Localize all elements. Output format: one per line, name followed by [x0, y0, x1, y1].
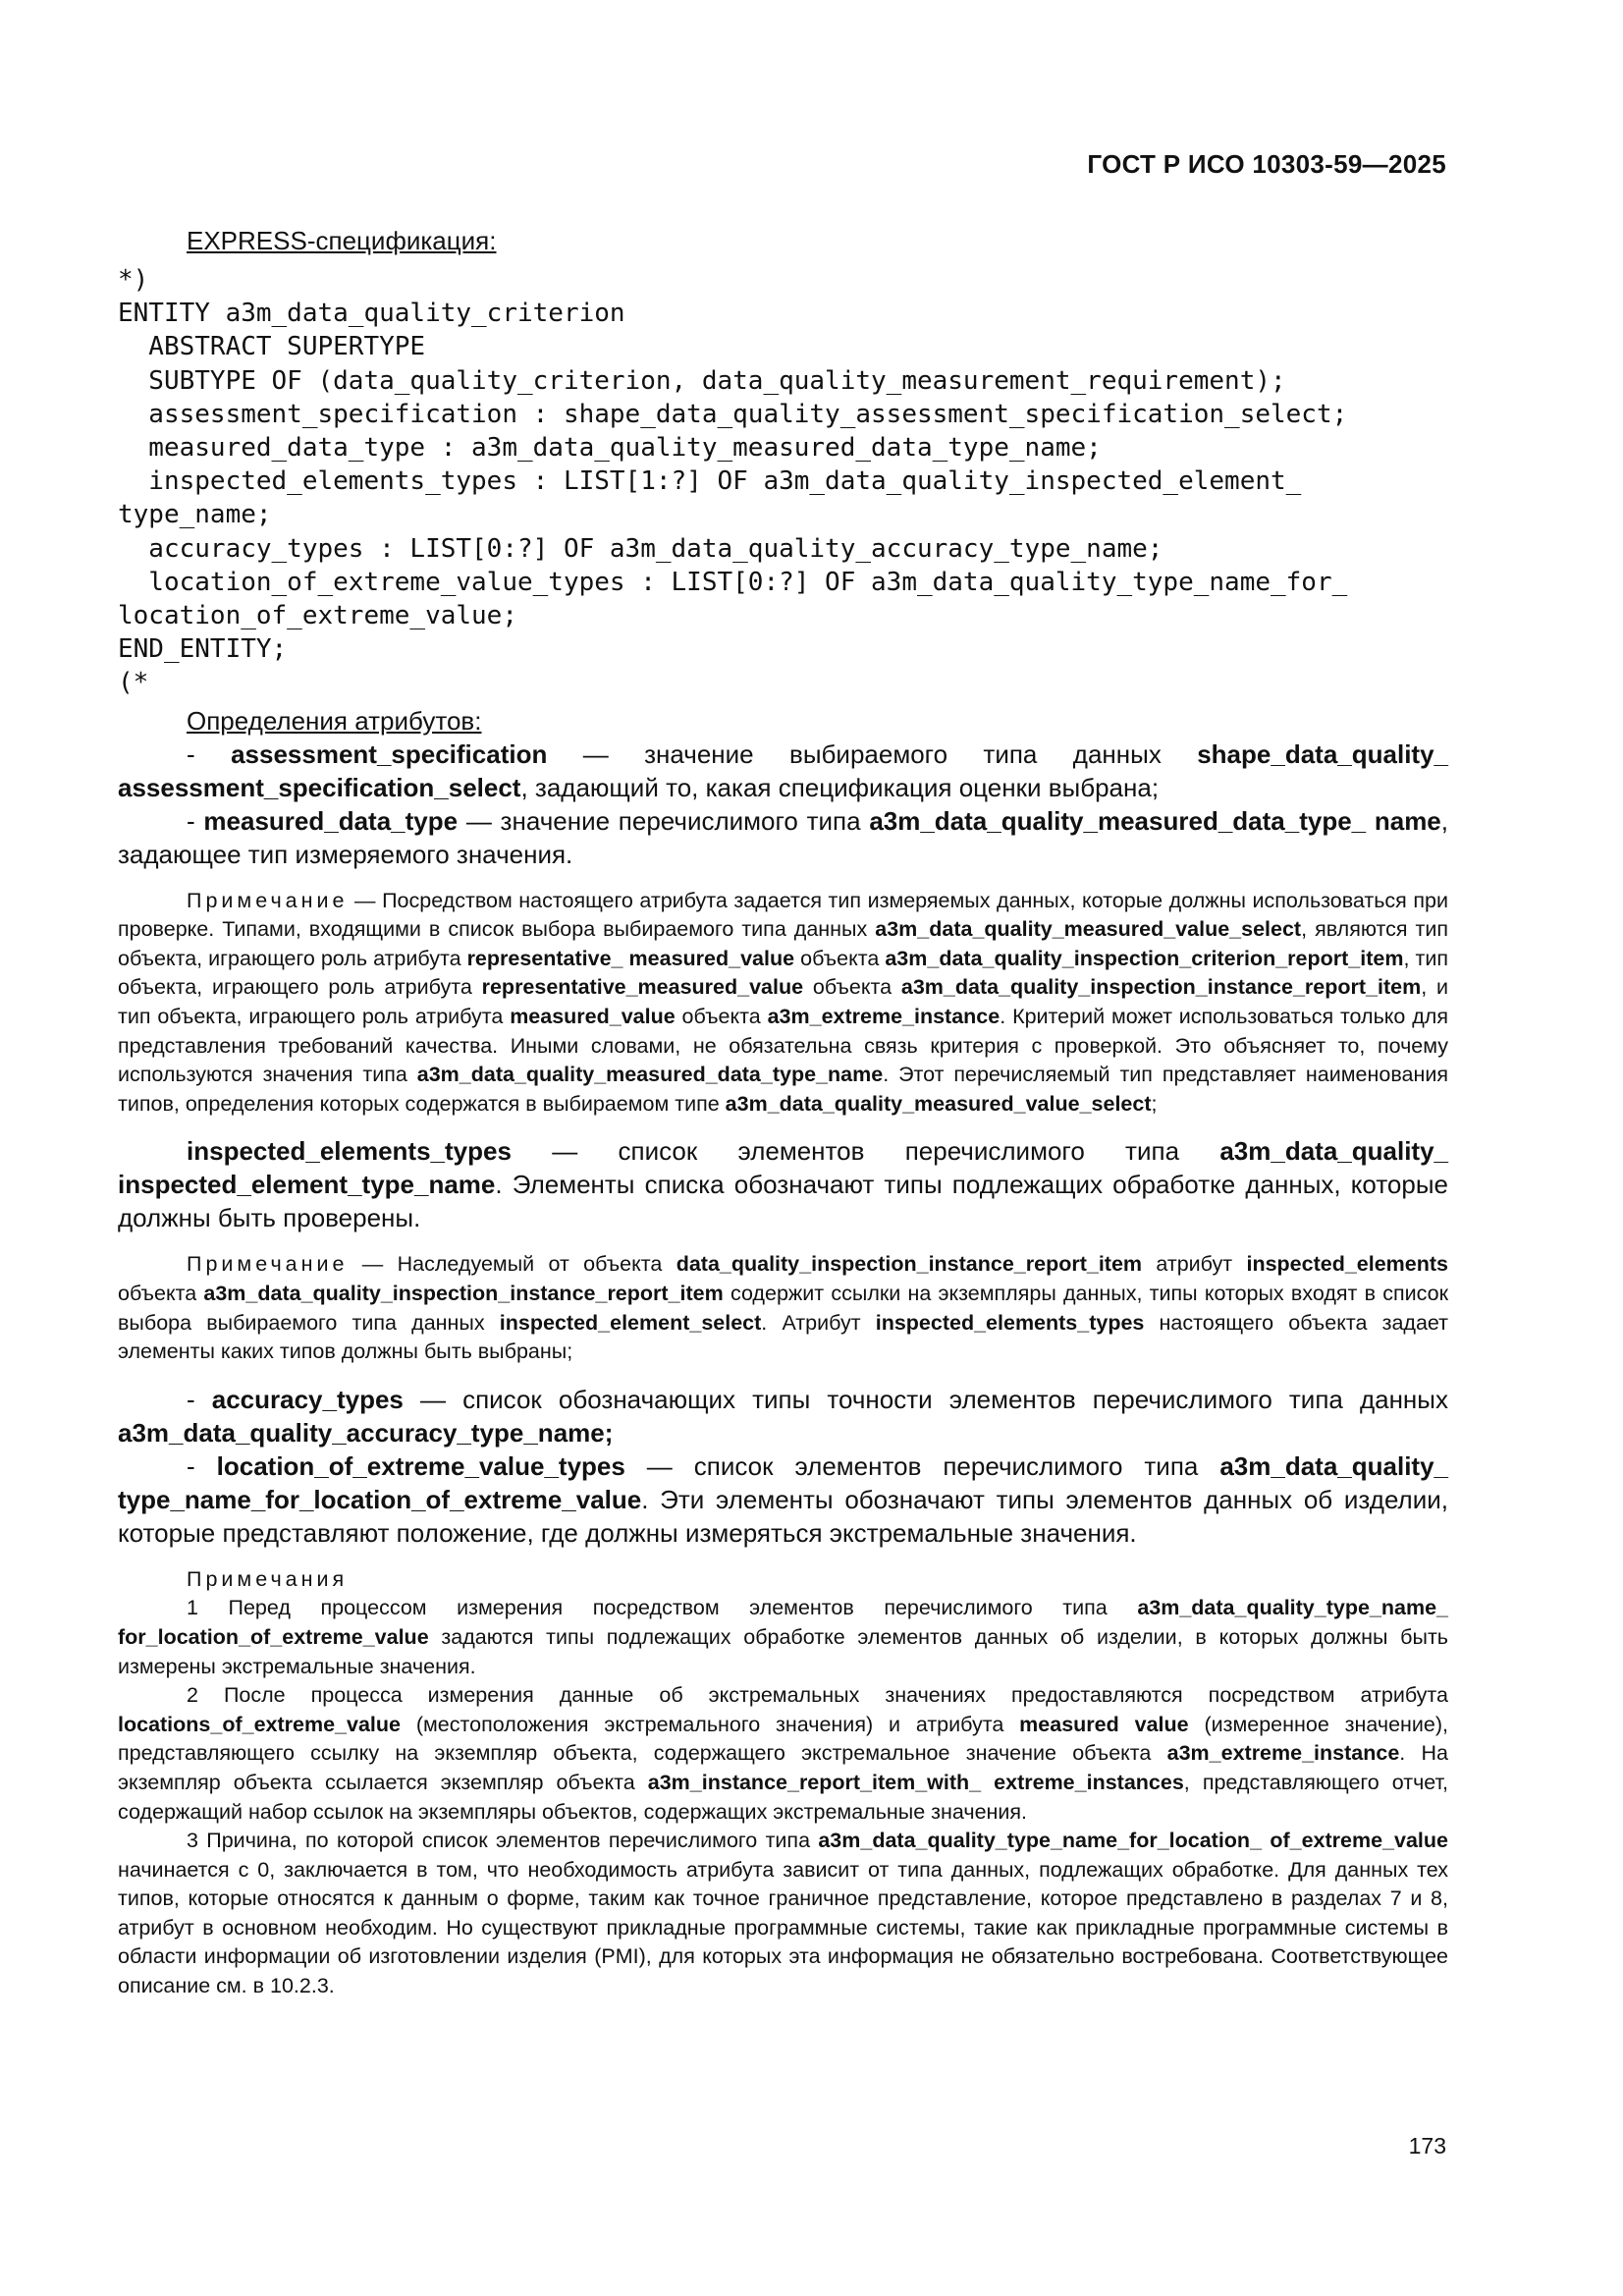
note-measured-data-type: Примечание — Посредством настоящего атрибута задается тип измеряемых данных, которые должны использоваться при проверке. Типами, входящими в список выбора выбираемого типа данных a3m_data_quality_measured_value_select, являются тип объекта, играющего роль атрибута representative_ measured_value объекта a3m_data_quality_inspection_criterion_report_item, тип объекта, играющего роль атрибута representative_measured_value объекта a3m_data_quality_inspection_instance_report_item, и тип объекта, играющего роль атрибута measured_value объекта a3m_extreme_instance. Критерий может использоваться только для представления требований качества. Иными словами, не обязательна связь критерия с проверкой. Это объясняет то, почему используются значения типа a3m_data_quality_measured_data_type_name. Этот перечисляемый тип представляет наименования типов, определения которых содержатся в выбираемом типе a3m_data_quality_measured_value_select;: [118, 888, 1448, 1116]
attr-location-of-extreme-value-types: - location_of_extreme_value_types — список элементов перечислимого типа a3m_data_quality_ type_name_for_location_of_extreme_value. Эти элементы обозначают типы элементов данных об изделии, которые представляют положение, где должны измеряться экстремальные значения.: [118, 1450, 1448, 1548]
attr-inspected-elements-types: inspected_elements_types — список элементов перечислимого типа a3m_data_quality_ inspected_element_type_name. Элементы списка обозначают типы подлежащих обработке данных, которые должны быть проверены.: [118, 1136, 1448, 1233]
code-line: location_of_extreme_value;: [118, 601, 517, 631]
code-line: accuracy_types : LIST[0:?] OF a3m_data_quality_accuracy_type_name;: [118, 533, 1163, 564]
code-line: type_name;: [118, 500, 272, 530]
note-item-2: 2 После процесса измерения данные об экстремальных значениях предоставляются посредством атрибута locations_of_extreme_value (местоположения экстремального значения) и атрибута measured value (измеренное значение), представляющего ссылку на экземпляр объекта, содержащего экстремальное значение объекта a3m_extreme_instance. На экземпляр объекта ссылается экземпляр объекта a3m_instance_report_item_with_ extreme_instances, представляющего отчет, содержащий набор ссылок на экземпляры объектов, содержащих экстремальные значения.: [118, 1683, 1449, 1824]
page-number: 173: [1408, 2133, 1446, 2159]
attribute-definitions-title: Определения атрибутов:: [187, 705, 482, 736]
code-line: assessment_specification : shape_data_quality_assessment_specification_select;: [118, 399, 1348, 429]
attr-assessment-specification: - assessment_specification — значение выбираемого типа данных shape_data_quality_ assessment_specification_select, задающий то, какая спецификация оценки выбрана;: [118, 738, 1448, 802]
express-code-block: [118, 263, 1448, 700]
code-line: *): [118, 265, 149, 295]
code-line: measured_data_type : a3m_data_quality_measured_data_type_name;: [118, 433, 1102, 464]
note-label: Примечание: [187, 888, 349, 912]
page-content: [118, 224, 1448, 2001]
attr-measured-data-type: - measured_data_type — значение перечислимого типа a3m_data_quality_measured_data_type_ name, задающее тип измеряемого значения.: [118, 805, 1449, 869]
code-line: END_ENTITY;: [118, 634, 288, 665]
note-item-1: 1 Перед процессом измерения посредством элементов перечислимого типа a3m_data_quality_type_name_ for_location_of_extreme_value задаются типы подлежащих обработке элементов данных об изделии, в которых должны быть измерены экстремальные значения.: [118, 1596, 1448, 1678]
note-label: Примечание: [187, 1252, 349, 1277]
code-line: location_of_extreme_value_types : LIST[0:?] OF a3m_data_quality_type_name_for_: [118, 567, 1348, 597]
express-spec-title: EXPRESS-спецификация:: [187, 226, 497, 255]
code-line: ABSTRACT SUPERTYPE: [118, 332, 426, 362]
code-line: ENTITY a3m_data_quality_criterion: [118, 299, 625, 329]
code-line: (*: [118, 668, 149, 698]
code-line: SUBTYPE OF (data_quality_criterion, data_quality_measurement_requirement);: [118, 365, 1286, 396]
note-inspected-elements: Примечание — Наследуемый от объекта data_quality_inspection_instance_report_item атрибут inspected_elements объекта a3m_data_quality_inspection_instance_report_item содержит ссылки на экземпляры данных, типы которых входят в список выбора выбираемого типа данных inspected_element_select. Атрибут inspected_elements_types настоящего объекта задает элементы каких типов должны быть выбраны;: [118, 1252, 1448, 1364]
note-item-3: 3 Причина, по которой список элементов перечислимого типа a3m_data_quality_type_name_for_location_ of_extreme_value начинается с 0, заключается в том, что необходимость атрибута зависит от типа данных, подлежащих обработке. Для данных тех типов, которые относятся к данным о форме, таким как точное граничное представление, которое представлено в разделах 7 и 8, атрибут в основном необходим. Но существуют прикладные программные системы, такие как прикладные программные системы в области информации об изготовлении изделия (PMI), для которых эта информация не обязательно востребована. Соответствующее описание см. в 10.2.3.: [118, 1829, 1448, 1998]
notes-label: Примечания: [187, 1566, 349, 1591]
attr-accuracy-types: - accuracy_types — список обозначающих типы точности элементов перечислимого типа данных a3m_data_quality_accuracy_type_name;: [118, 1384, 1448, 1448]
document-header: ГОСТ Р ИСО 10303-59—2025: [1087, 149, 1446, 179]
code-line: inspected_elements_types : LIST[1:?] OF a3m_data_quality_inspected_element_: [118, 466, 1302, 497]
